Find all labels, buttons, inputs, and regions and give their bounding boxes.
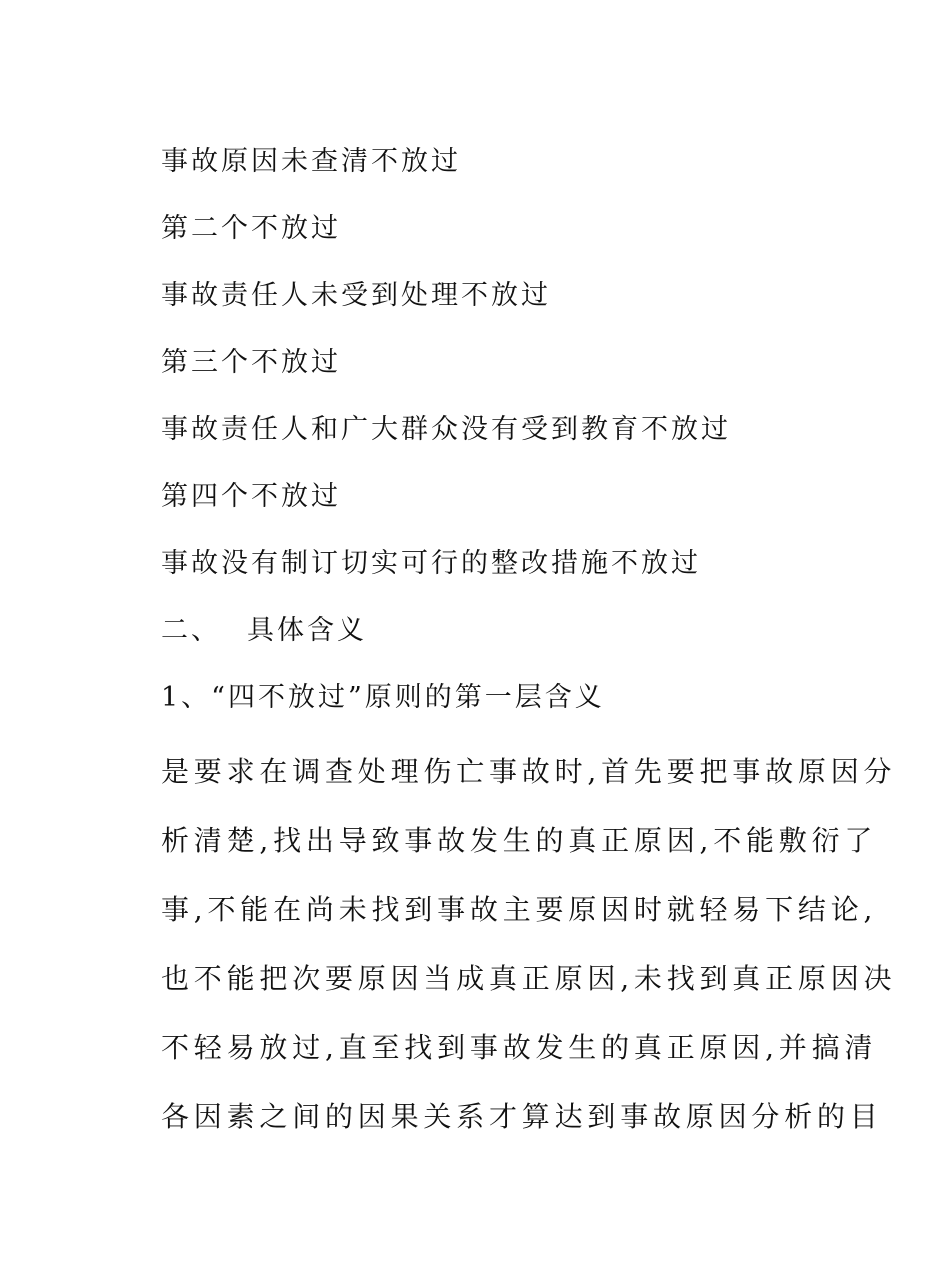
document-body — [161, 128, 897, 1151]
text-line: 第三个不放过 — [161, 347, 341, 378]
paragraph-line: 不轻易放过,直至找到事故发生的真正原因,并搞清 — [161, 1031, 878, 1064]
text-line: 事故责任人和广大群众没有受到教育不放过 — [161, 414, 731, 445]
text-line: 事故没有制订切实可行的整改措施不放过 — [161, 548, 701, 579]
paragraph-line: 也不能把次要原因当成真正原因,未找到真正原因决 — [161, 962, 897, 995]
paragraph-line: 事,不能在尚未找到事故主要原因时就轻易下结论, — [161, 893, 878, 926]
body-paragraph — [161, 737, 897, 1151]
subheading: 1、“四不放过”原则的第一层含义 — [161, 682, 605, 713]
section-number: 二、 — [161, 615, 221, 646]
paragraph-line: 是要求在调查处理伤亡事故时,首先要把事故原因分 — [161, 755, 897, 788]
section-title: 具体含义 — [247, 615, 367, 646]
text-line: 事故责任人未受到处理不放过 — [161, 280, 551, 311]
paragraph-line: 各因素之间的因果关系才算达到事故原因分析的目 — [161, 1100, 883, 1133]
text-line: 事故原因未查清不放过 — [161, 146, 461, 177]
paragraph-line: 析清楚,找出导致事故发生的真正原因,不能敷衍了 — [161, 824, 878, 857]
text-line: 第二个不放过 — [161, 213, 341, 244]
text-line: 第四个不放过 — [161, 481, 341, 512]
section-heading — [161, 597, 801, 664]
